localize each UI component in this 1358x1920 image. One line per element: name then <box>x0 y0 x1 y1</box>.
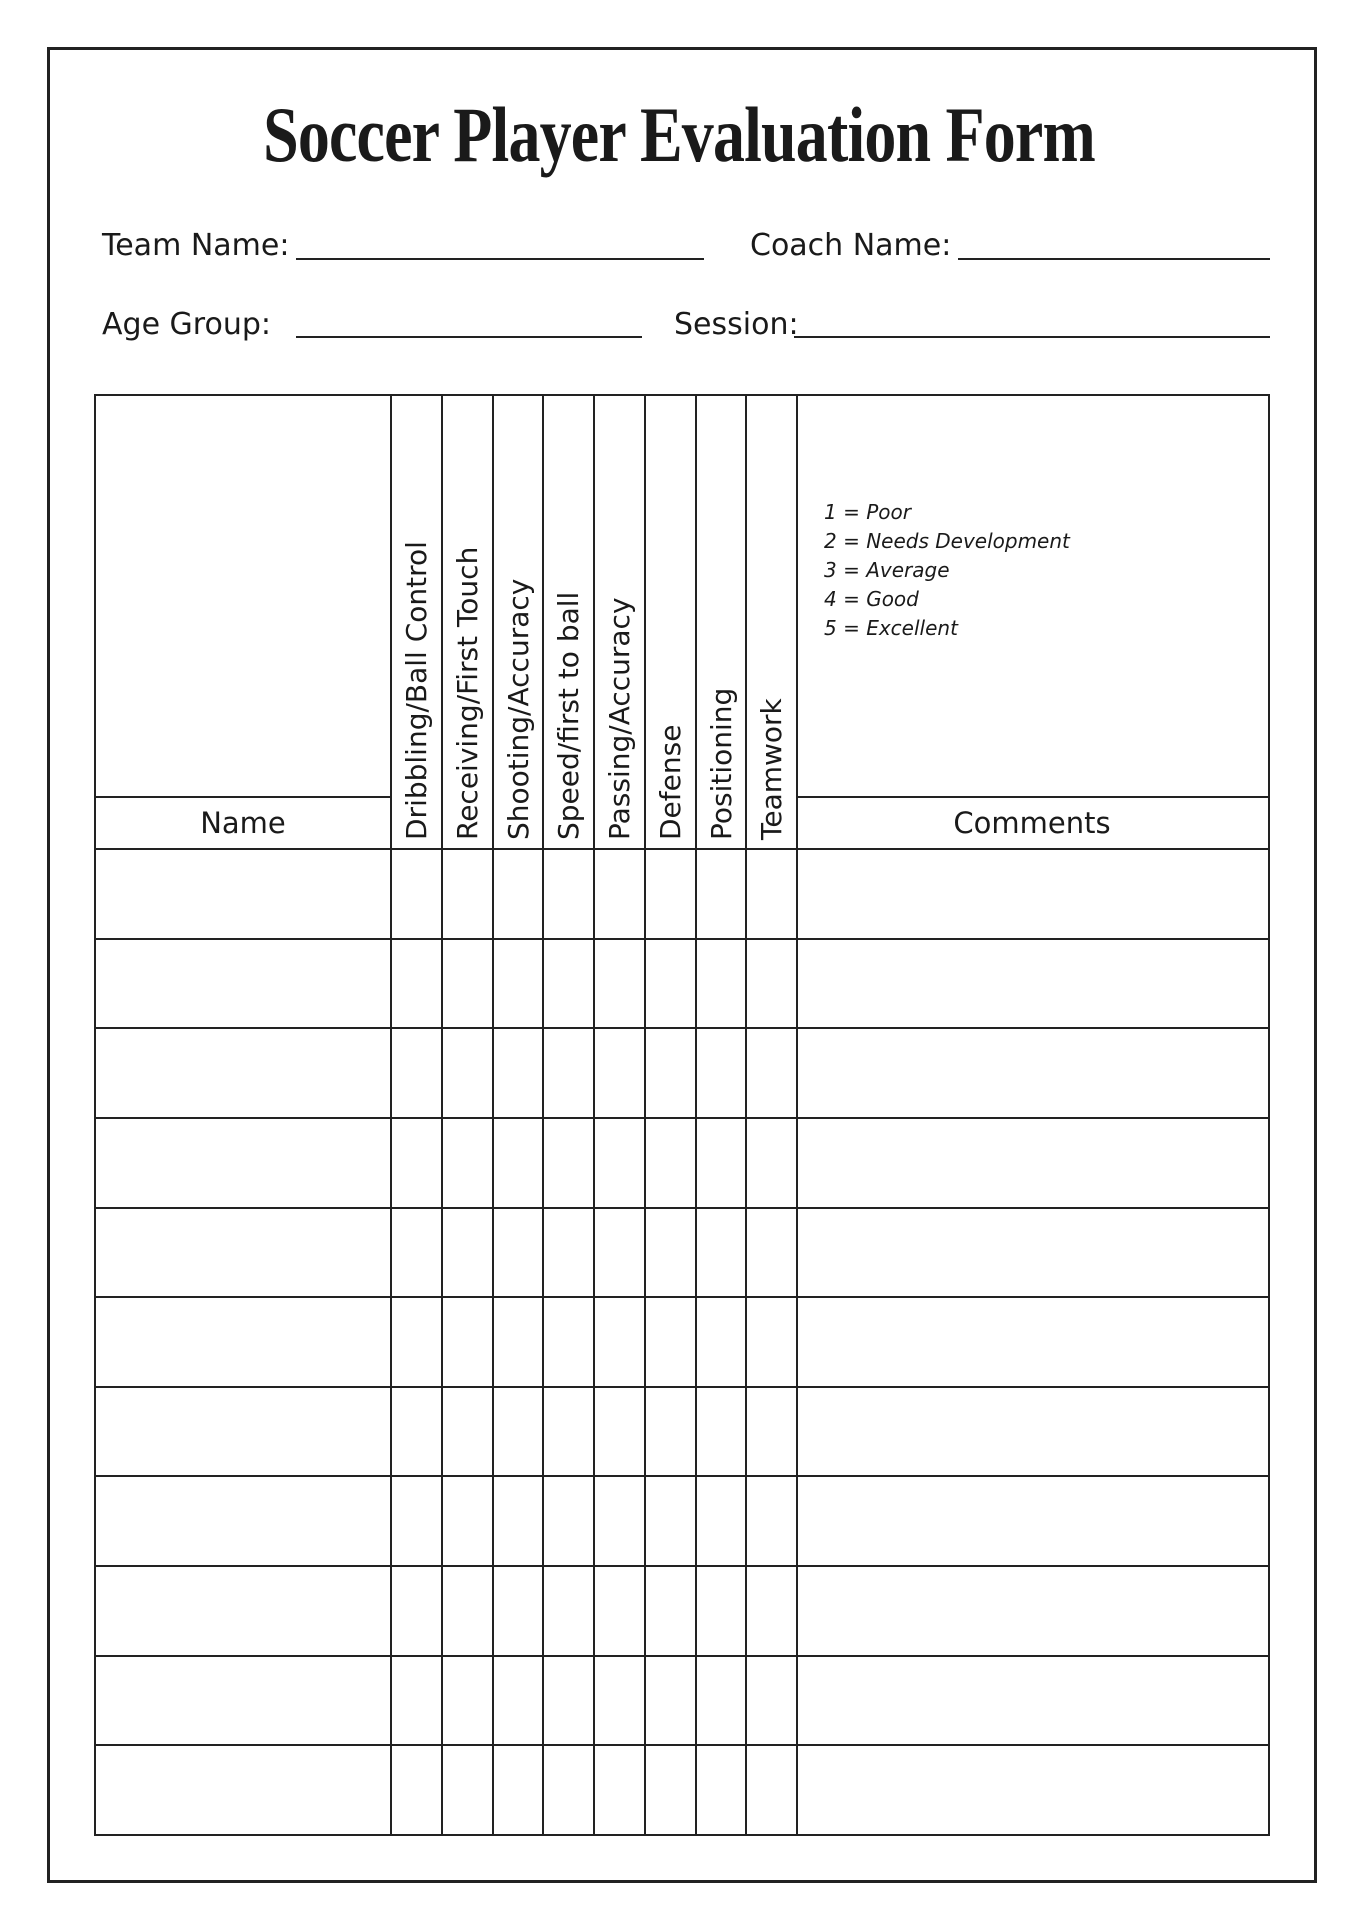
skill-column-header: Passing/Accuracy <box>603 597 636 840</box>
table-row[interactable] <box>96 1386 1268 1476</box>
table-row[interactable] <box>96 1475 1268 1565</box>
table-row[interactable] <box>96 1117 1268 1207</box>
comments-column-header: Comments <box>953 806 1111 840</box>
team-name-label: Team Name: <box>102 228 290 263</box>
coach-name-label: Coach Name: <box>750 228 952 263</box>
skill-column-header: Teamwork <box>755 698 789 840</box>
skill-column-header: Defense <box>653 724 687 840</box>
rating-legend <box>824 498 1070 643</box>
legend-item: 3 = Average <box>824 558 950 582</box>
skill-column-header: Dribbling/Ball Control <box>400 541 433 840</box>
table-row[interactable] <box>96 938 1268 1028</box>
session-field[interactable] <box>794 336 1270 338</box>
skill-column-header: Speed/first to ball <box>552 591 586 840</box>
skill-column-header: Shooting/Accuracy <box>501 578 535 840</box>
skill-column-header: Receiving/First Touch <box>450 546 484 840</box>
table-row[interactable] <box>96 1027 1268 1117</box>
legend-item: 5 = Excellent <box>824 616 958 640</box>
table-row[interactable] <box>96 1207 1268 1297</box>
name-header-divider <box>96 796 390 798</box>
name-column-header: Name <box>200 806 286 840</box>
legend-item: 1 = Poor <box>824 500 911 524</box>
age-group-field[interactable] <box>296 336 642 338</box>
age-group-label: Age Group: <box>102 307 271 342</box>
legend-item: 2 = Needs Development <box>824 529 1070 553</box>
table-row[interactable] <box>96 848 1268 938</box>
table-row[interactable] <box>96 1744 1268 1834</box>
skill-column-header: Positioning <box>704 687 738 840</box>
session-label: Session: <box>674 307 799 342</box>
table-row[interactable] <box>96 1565 1268 1655</box>
team-name-field[interactable] <box>296 258 704 260</box>
form-title: Soccer Player Evaluation Form <box>263 91 1095 178</box>
table-row[interactable] <box>96 1296 1268 1386</box>
coach-name-field[interactable] <box>958 258 1270 260</box>
evaluation-table <box>94 394 1270 1836</box>
table-row[interactable] <box>96 1655 1268 1745</box>
legend-item: 4 = Good <box>824 587 919 611</box>
comments-header-divider <box>796 796 1268 798</box>
